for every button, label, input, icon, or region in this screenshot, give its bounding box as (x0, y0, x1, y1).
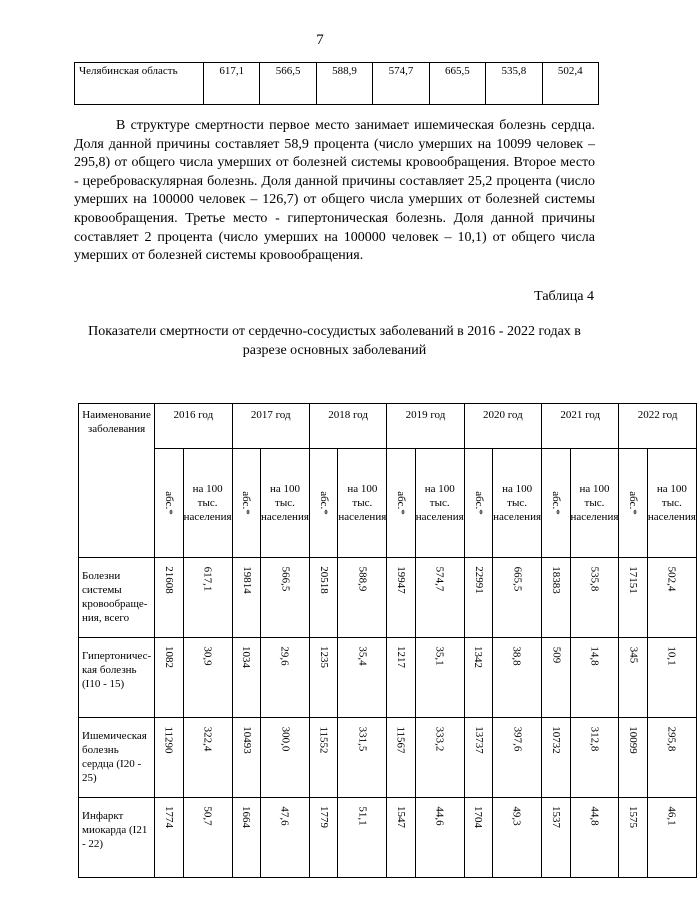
cell-value: 509 (549, 646, 562, 663)
cell-value: 19947 (395, 566, 408, 594)
cell-value: 10,1 (665, 645, 678, 666)
page-number: 7 (316, 32, 324, 48)
cell-value: 38,8 (511, 645, 524, 666)
cell-value: 10493 (240, 726, 253, 754)
column-header-rate: на 100 тыс. населения (338, 449, 387, 558)
table-cell (464, 638, 493, 718)
cell-value: 50,7 (201, 805, 214, 826)
table-cell (387, 798, 416, 878)
table-header-row (79, 404, 697, 449)
column-header-year: 2017 год (232, 404, 309, 449)
column-header-rate: на 100 тыс. населения (415, 449, 464, 558)
cell-value: 47,6 (278, 805, 291, 826)
cell-value: 295,8 (665, 726, 678, 751)
table-cell (493, 638, 542, 718)
table-cell: 574,7 (373, 63, 429, 105)
table-row (79, 558, 697, 638)
column-header-abs (619, 449, 648, 558)
abs-label: абс.* (317, 491, 330, 515)
cell-value: 665,5 (511, 566, 524, 591)
row-disease-name: Болезни системы кровообращения, всего (79, 558, 155, 638)
column-header-rate: на 100 тыс. населения (261, 449, 310, 558)
table-cell (542, 718, 571, 798)
table-cell: 617,1 (204, 63, 260, 105)
column-header-year: 2019 год (387, 404, 464, 449)
table-cell (415, 798, 464, 878)
table-cell (387, 638, 416, 718)
table-cell (619, 798, 648, 878)
column-header-abs (387, 449, 416, 558)
column-header-abs (232, 449, 261, 558)
table-cell (619, 718, 648, 798)
cell-value: 14,8 (588, 645, 601, 666)
table-cell (493, 718, 542, 798)
cell-value: 44,8 (588, 805, 601, 826)
table-cell (619, 638, 648, 718)
cell-value: 397,6 (511, 726, 524, 751)
table-cell (261, 718, 310, 798)
table-cell: 566,5 (260, 63, 316, 105)
cell-value: 331,5 (356, 726, 369, 751)
cell-value: 1217 (395, 646, 408, 668)
table-cell (261, 638, 310, 718)
cell-value: 51,1 (356, 805, 369, 826)
table-cell: 535,8 (486, 63, 542, 105)
column-header-year: 2022 год (619, 404, 696, 449)
cell-value: 588,9 (356, 566, 369, 591)
cell-value: 1779 (317, 806, 330, 828)
cell-value: 345 (627, 646, 640, 663)
table-cell (570, 798, 619, 878)
table-cell: 665,5 (429, 63, 485, 105)
table-cell (261, 798, 310, 878)
table-cell (183, 718, 232, 798)
table-cell (464, 798, 493, 878)
cell-value: 44,6 (433, 805, 446, 826)
table-cell (570, 718, 619, 798)
table-cell (415, 718, 464, 798)
cell-value: 13737 (472, 726, 485, 754)
table-cell (155, 718, 184, 798)
table-cell (542, 798, 571, 878)
table-cell (493, 558, 542, 638)
table-row (79, 718, 697, 798)
table-row (79, 798, 697, 878)
cell-value: 35,1 (433, 645, 446, 666)
column-header-year: 2018 год (309, 404, 386, 449)
cell-value: 312,8 (588, 726, 601, 751)
cell-value: 11290 (162, 725, 175, 754)
cell-value: 20518 (317, 566, 330, 594)
table-cell (493, 798, 542, 878)
abs-label: абс.* (395, 491, 408, 515)
column-header-year: 2020 год (464, 404, 541, 449)
table-cell (309, 558, 338, 638)
cell-value: 566,5 (278, 566, 291, 591)
table-cell (542, 638, 571, 718)
cell-value: 49,3 (511, 805, 524, 826)
table-row (75, 63, 599, 105)
cell-value: 1704 (472, 806, 485, 828)
column-header-year: 2021 год (542, 404, 619, 449)
table-cell (647, 798, 696, 878)
cell-value: 1342 (472, 646, 485, 668)
cell-value: 617,1 (201, 566, 214, 591)
region-name: Челябинская область (75, 63, 204, 105)
table-cell (647, 718, 696, 798)
column-header-abs (309, 449, 338, 558)
column-header-abs (542, 449, 571, 558)
top-table (74, 62, 599, 105)
table-cell (261, 558, 310, 638)
cell-value: 10732 (549, 726, 562, 754)
abs-label: абс.* (162, 491, 175, 515)
cell-value: 1235 (317, 646, 330, 668)
cell-value: 1575 (627, 806, 640, 828)
mortality-table (78, 403, 697, 878)
table-cell (619, 558, 648, 638)
table-cell (338, 798, 387, 878)
table-cell (542, 558, 571, 638)
cell-value: 35,4 (356, 645, 369, 666)
row-disease-name: Гипертоническая болезнь (I10 - 15) (79, 638, 155, 718)
table-cell (309, 798, 338, 878)
cell-value: 574,7 (433, 566, 446, 591)
cell-value: 1537 (549, 806, 562, 828)
column-header-year: 2016 год (155, 404, 232, 449)
row-disease-name: Ишемическая болезнь сердца (I20 - 25) (79, 718, 155, 798)
table-cell (338, 638, 387, 718)
cell-value: 10099 (627, 726, 640, 754)
column-header-rate: на 100 тыс. населения (570, 449, 619, 558)
table-cell (155, 638, 184, 718)
abs-label: абс.* (627, 491, 640, 515)
cell-value: 333,2 (433, 726, 446, 751)
cell-value: 18383 (549, 566, 562, 594)
table-cell (232, 718, 261, 798)
cell-value: 1547 (395, 806, 408, 828)
cell-value: 502,4 (665, 566, 678, 591)
cell-value: 17151 (627, 566, 640, 594)
table-subheader-row (79, 449, 697, 558)
cell-value: 1082 (162, 646, 175, 668)
column-header-rate: на 100 тыс. населения (493, 449, 542, 558)
cell-value: 30,9 (201, 645, 214, 666)
cell-value: 300,0 (278, 726, 291, 751)
row-disease-name: Инфаркт миокарда (I21 - 22) (79, 798, 155, 878)
table-cell (570, 558, 619, 638)
cell-value: 11552 (317, 725, 330, 754)
column-header-name: Наименование заболевания (79, 404, 155, 558)
table-cell (647, 558, 696, 638)
table-cell (232, 638, 261, 718)
cell-value: 21608 (162, 566, 175, 594)
table-caption: Таблица 4 (534, 289, 594, 304)
table-cell (464, 718, 493, 798)
table-cell (464, 558, 493, 638)
cell-value: 322,4 (201, 726, 214, 751)
cell-value: 535,8 (588, 566, 601, 591)
column-header-abs (464, 449, 493, 558)
table-cell (415, 638, 464, 718)
table-cell (647, 638, 696, 718)
cell-value: 19814 (240, 566, 253, 594)
table-cell: 588,9 (316, 63, 372, 105)
abs-label: абс.* (549, 491, 562, 515)
table-cell (155, 558, 184, 638)
table-cell (387, 718, 416, 798)
table-cell (232, 798, 261, 878)
column-header-rate: на 100 тыс. населения (183, 449, 232, 558)
table-cell (338, 718, 387, 798)
table-cell (232, 558, 261, 638)
cell-value: 46,1 (665, 805, 678, 826)
table-cell: 502,4 (542, 63, 598, 105)
table-title: Показатели смертности от сердечно-сосудистых заболеваний в 2016 - 2022 годах в разрезе основных заболеваний (88, 324, 581, 358)
cell-value: 29,6 (278, 645, 291, 666)
table-cell (387, 558, 416, 638)
cell-value: 1034 (240, 646, 253, 668)
abs-label: абс.* (472, 491, 485, 515)
table-cell (183, 798, 232, 878)
abs-label: абс.* (240, 491, 253, 515)
cell-value: 11567 (395, 725, 408, 754)
cell-value: 1664 (240, 806, 253, 828)
column-header-rate: на 100 тыс. населения (647, 449, 696, 558)
table-cell (155, 798, 184, 878)
table-cell (309, 638, 338, 718)
cell-value: 1774 (162, 806, 175, 828)
table-row (79, 638, 697, 718)
column-header-abs (155, 449, 184, 558)
table-cell (338, 558, 387, 638)
table-cell (415, 558, 464, 638)
table-cell (309, 718, 338, 798)
table-cell (570, 638, 619, 718)
table-cell (183, 638, 232, 718)
table-cell (183, 558, 232, 638)
body-paragraph: В структуре смертности первое место занимает ишемическая болезнь сердца. Доля данной причины составляет 58,9 процента (число умерших на 10099 человек – 295,8) от общего числа умерших от болезней системы кровообращения. Второе место - цереброваскулярная болезнь. Доля данной причины составляет 25,2 процента (число умерших на 100000 человек – 126,7) от общего числа умерших от болезней системы кровообращения. Третье место - гипертоническая болезнь. Доля данной причины составляет 2 процента (число умерших на 100000 человек – 10,1) от общего числа умерших от болезней системы кровообращения. (74, 118, 595, 264)
cell-value: 22991 (472, 566, 485, 594)
